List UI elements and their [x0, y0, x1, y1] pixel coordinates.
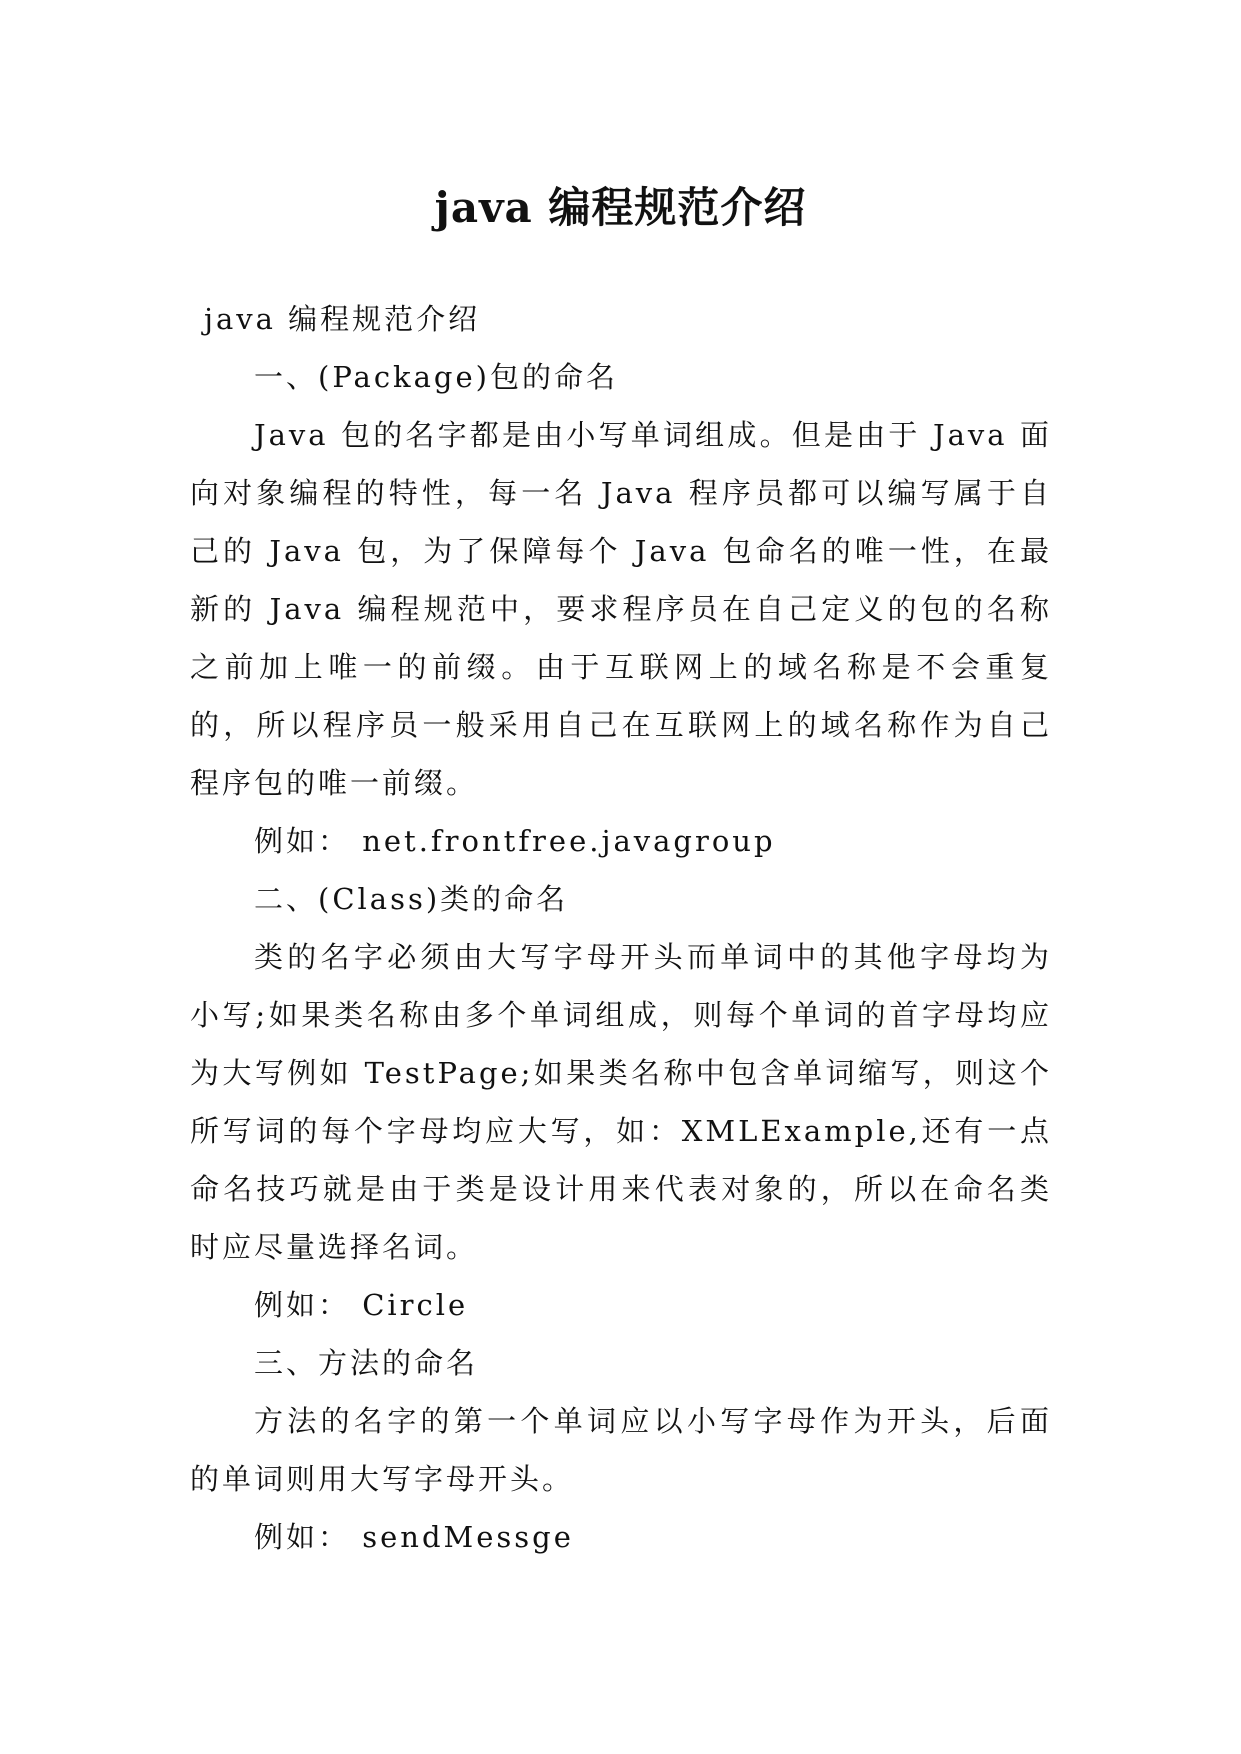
intro-line: java 编程规范介绍	[204, 302, 481, 336]
section-heading-method: 三、方法的命名	[254, 1346, 479, 1380]
paragraph-method-description: 方法的名字的第一个单词应以小写字母作为开头，后面的单词则用大写字母开头。	[190, 1404, 1052, 1496]
document-body	[190, 290, 1052, 1566]
section-heading-class: 二、(Class)类的命名	[254, 882, 569, 916]
section-heading-package: 一、(Package)包的命名	[254, 360, 618, 394]
paragraph-class-description: 类的名字必须由大写字母开头而单词中的其他字母均为小写;如果类名称由多个单词组成，则每个单词的首字母均应为大写例如 TestPage;如果类名称中包含单词缩写，则这个所写词的每个字母均应大写，如：XMLExample,还有一点命名技巧就是由于类是设计用来代表对象的，所以在命名类时应尽量选择名词。	[190, 940, 1052, 1264]
example-package: 例如： net.frontfree.javagroup	[254, 824, 776, 858]
example-method: 例如： sendMessge	[254, 1520, 574, 1554]
example-class: 例如： Circle	[254, 1288, 469, 1322]
paragraph-package-description: Java 包的名字都是由小写单词组成。但是由于 Java 面向对象编程的特性，每一名 Java 程序员都可以编写属于自己的 Java 包，为了保障每个 Java 包命名的唯一性，在最新的 Java 编程规范中，要求程序员在自己定义的包的名称之前加上唯一的前缀。由于互联网上的域名称是不会重复的，所以程序员一般采用自己在互联网上的域名称作为自己程序包的唯一前缀。	[190, 418, 1052, 800]
document-title: java 编程规范介绍	[434, 183, 807, 233]
